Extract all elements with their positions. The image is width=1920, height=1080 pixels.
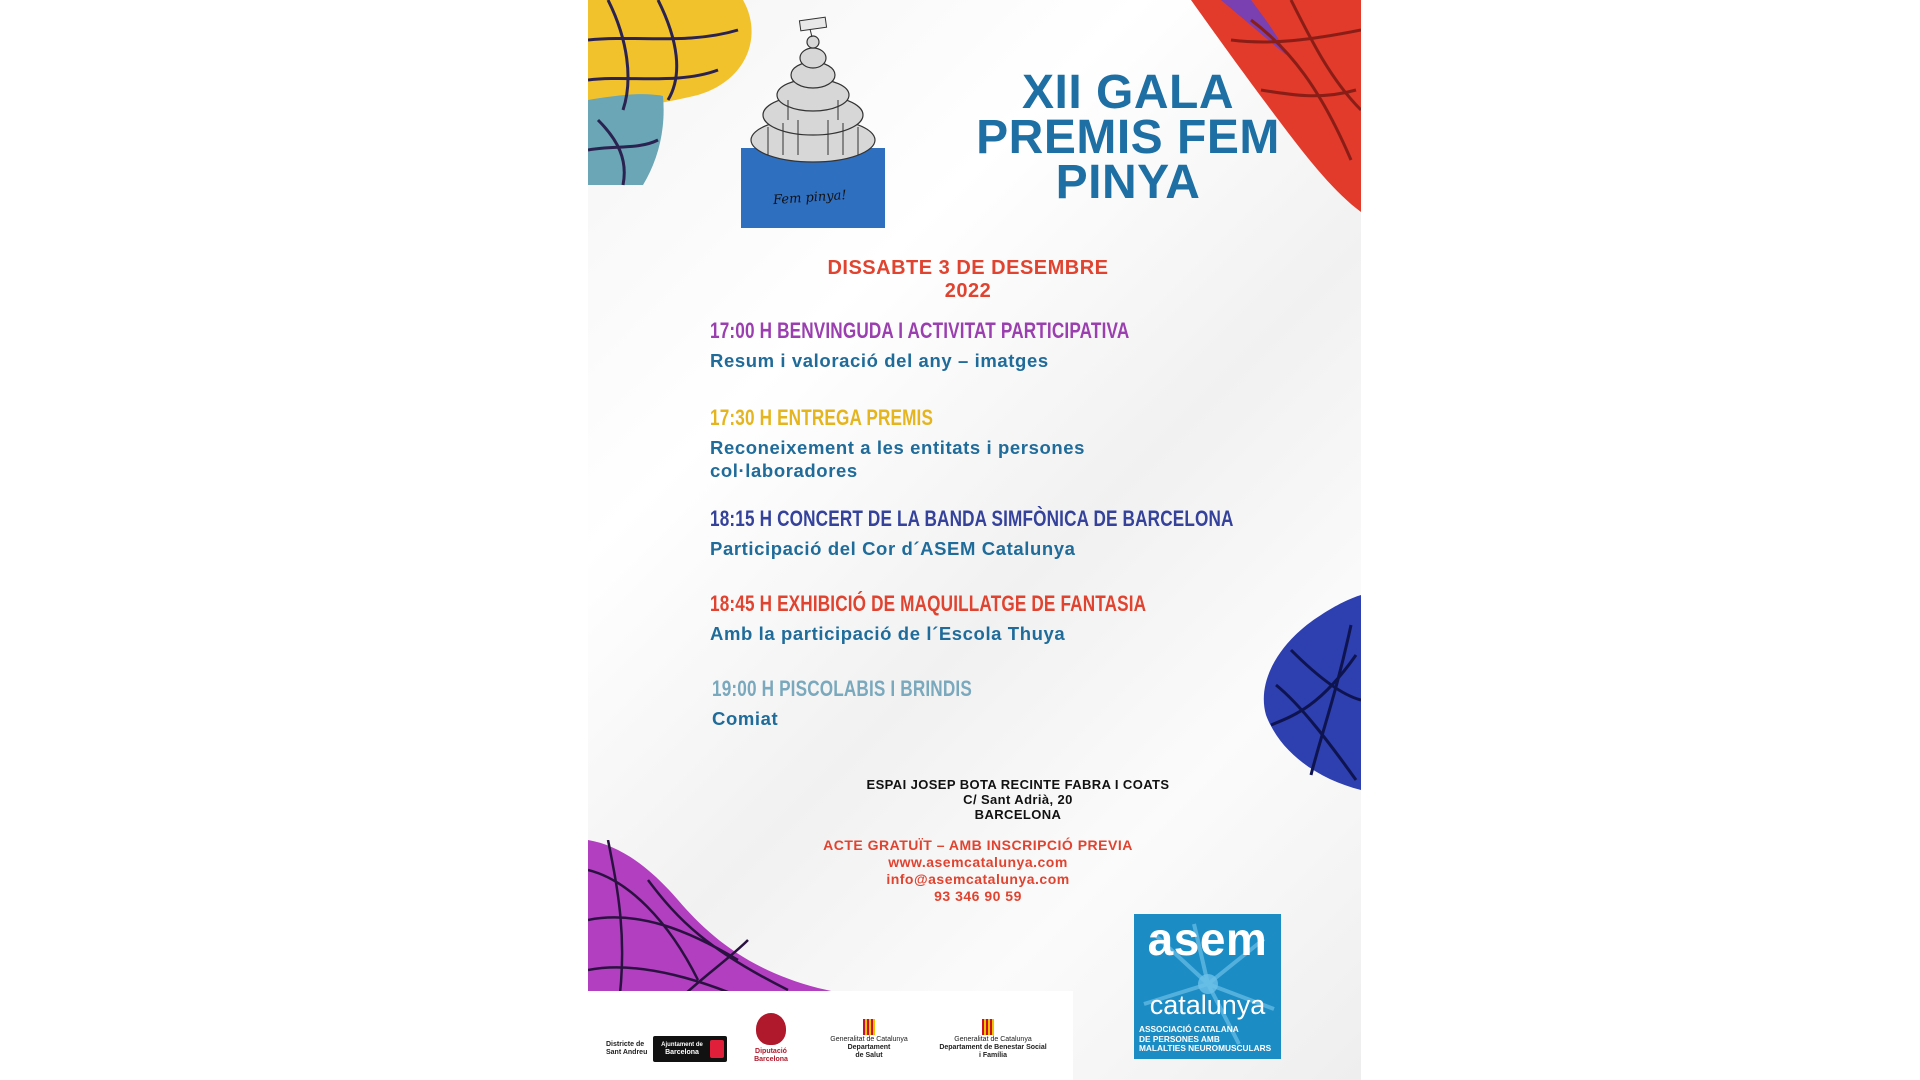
program-item-description: Comiat bbox=[712, 708, 779, 729]
tagline-line: ASSOCIACIÓ CATALANA bbox=[1139, 1024, 1239, 1034]
illustration-caption: Fem pinya! bbox=[772, 188, 848, 209]
program-item bbox=[712, 676, 1045, 730]
email-link[interactable]: info@asemcatalunya.com bbox=[886, 871, 1070, 887]
blue-blob-decoration bbox=[1261, 595, 1361, 795]
sponsor-text: Ajuntament de bbox=[661, 1042, 703, 1048]
diputacio-shield-icon bbox=[756, 1013, 786, 1045]
program-item bbox=[710, 506, 1361, 560]
sponsor-text: de Salut bbox=[855, 1052, 883, 1059]
contact-info bbox=[803, 837, 1153, 905]
title-line: PREMIS FEM bbox=[976, 111, 1280, 164]
asem-logo-name: asem bbox=[1147, 914, 1268, 965]
program-item-description: Reconeixement a les entitats i persones bbox=[710, 437, 1086, 458]
program-item bbox=[710, 591, 1269, 645]
sponsor-text: Generalitat de Catalunya bbox=[954, 1036, 1032, 1043]
sponsor-logo-ajuntament bbox=[653, 1036, 727, 1062]
program-item-heading: 18:45 H EXHIBICIÓ DE MAQUILLATGE DE FANTASIA bbox=[710, 591, 1147, 616]
sponsor-logos-strip bbox=[588, 991, 1073, 1080]
asem-logo-tagline bbox=[1139, 1025, 1279, 1054]
sponsor-text: Departament bbox=[847, 1044, 891, 1051]
sponsor-logo-diputacio bbox=[746, 1048, 796, 1064]
sponsor-text: Sant Andreu bbox=[606, 1049, 648, 1056]
sponsor-text bbox=[655, 1041, 709, 1057]
sponsor-logo-benestar bbox=[928, 1036, 1058, 1060]
barcelona-shield-icon bbox=[710, 1040, 724, 1058]
phone-number: 93 346 90 59 bbox=[934, 888, 1022, 904]
event-date: DISSABTE 3 DE DESEMBRE 2022 bbox=[827, 257, 1109, 302]
program-item bbox=[710, 405, 1085, 482]
program-item-description: Amb la participació de l´Escola Thuya bbox=[710, 623, 1066, 644]
sponsor-text: Generalitat de Catalunya bbox=[830, 1036, 908, 1043]
sponsor-text: Districte de bbox=[606, 1041, 645, 1048]
address-line: ESPAI JOSEP BOTA RECINTE FABRA I COATS bbox=[866, 777, 1170, 792]
sponsor-text: Barcelona bbox=[665, 1049, 699, 1056]
sponsor-text: i Família bbox=[978, 1052, 1007, 1059]
venue-address bbox=[808, 777, 1228, 822]
asem-catalunya-logo bbox=[1134, 914, 1281, 1059]
asem-logo-region: catalunya bbox=[1149, 990, 1266, 1020]
program-item-heading: 18:15 H CONCERT DE LA BANDA SIMFÒNICA DE BARCELONA bbox=[710, 506, 1234, 531]
program-item-description: Resum i valoració del any – imatges bbox=[710, 350, 1049, 371]
website-link[interactable]: www.asemcatalunya.com bbox=[888, 854, 1068, 870]
registration-note: ACTE GRATUÏT – AMB INSCRIPCIÓ PREVIA bbox=[823, 837, 1133, 853]
tagline-line: MALALTIES NEUROMUSCULARS bbox=[1139, 1043, 1272, 1053]
program-item-description: Participació del Cor d´ASEM Catalunya bbox=[710, 538, 1076, 559]
address-line: BARCELONA bbox=[974, 807, 1062, 822]
sponsor-text: Departament de Benestar Social bbox=[939, 1044, 1047, 1051]
event-poster bbox=[588, 0, 1361, 1080]
program-item-heading: 19:00 H PISCOLABIS I BRINDIS bbox=[712, 676, 972, 701]
program-item-heading: 17:30 H ENTREGA PREMIS bbox=[710, 405, 934, 430]
address-line: C/ Sant Adrià, 20 bbox=[963, 792, 1073, 807]
sponsor-text: Barcelona bbox=[754, 1056, 788, 1063]
program-item-heading: 17:00 H BENVINGUDA I ACTIVITAT PARTICIPATIVA bbox=[710, 318, 1130, 343]
event-title bbox=[928, 66, 1328, 209]
title-line: XII GALA bbox=[1021, 66, 1234, 119]
sponsor-text: Diputació bbox=[755, 1048, 787, 1055]
sponsor-logo-salut bbox=[820, 1036, 918, 1060]
generalitat-emblem-icon bbox=[982, 1019, 994, 1035]
title-line: PINYA bbox=[1055, 156, 1201, 209]
tagline-line: DE PERSONES AMB bbox=[1139, 1033, 1220, 1044]
sponsor-logo-districte bbox=[606, 1041, 651, 1057]
generalitat-emblem-icon bbox=[863, 1019, 875, 1035]
program-item bbox=[710, 318, 1248, 372]
program-item-description: col·laboradores bbox=[710, 460, 858, 481]
